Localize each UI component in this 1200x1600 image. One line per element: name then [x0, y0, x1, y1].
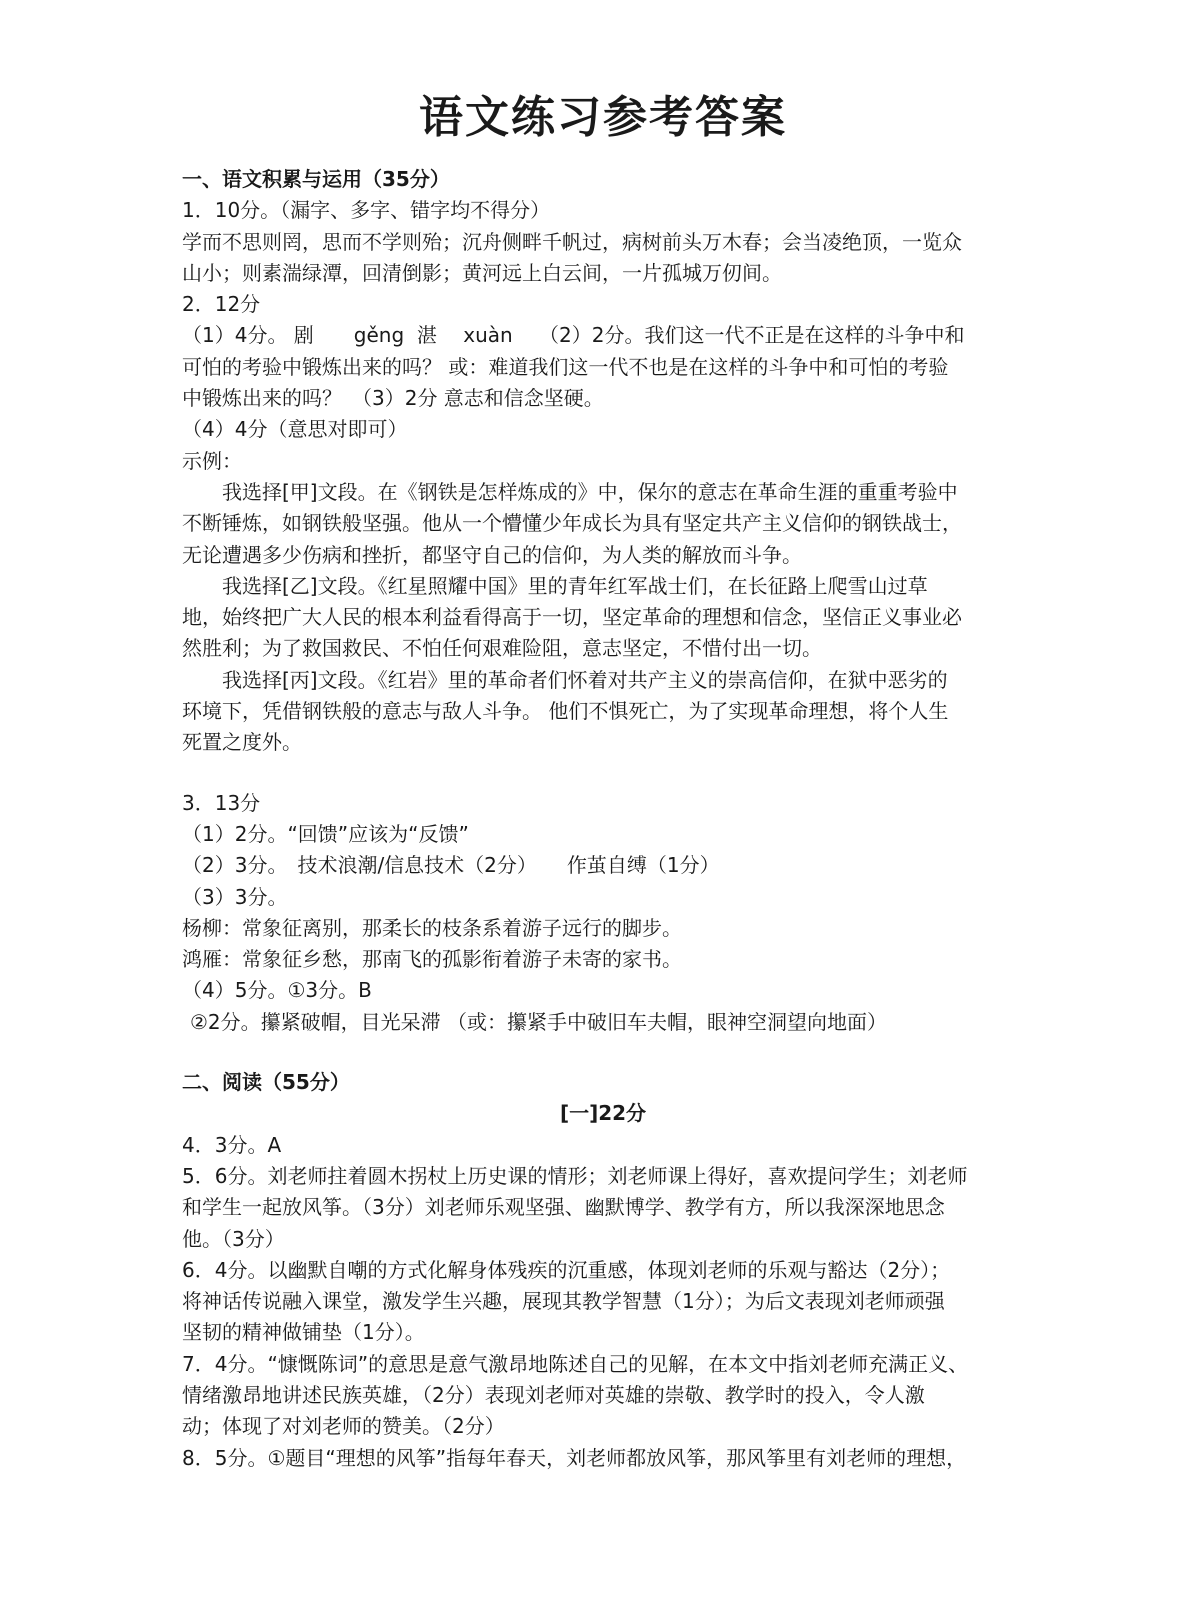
q7-line: 7．4分。“慷慨陈词”的意思是意气激昂地陈述自己的见解，在本文中指刘老师充满正义、	[182, 1351, 969, 1376]
q6-line: 将神话传说融入课堂，激发学生兴趣，展现其教学智慧（1分）；为后文表现刘老师顽强	[182, 1289, 945, 1314]
q5-line: 5．6分。刘老师拄着圆木拐杖上历史课的情形；刘老师课上得好，喜欢提问学生；刘老师	[182, 1163, 968, 1188]
example-paragraph-bing: 我选择[丙]文段。《红岩》里的革命者们怀着对共产主义的崇高信仰，在狱中恶劣的	[222, 667, 948, 692]
q3-line: （3）3分。	[182, 884, 288, 909]
q2-line: （4）4分（意思对即可）	[182, 417, 408, 442]
q6-line: 坚韧的精神做铺垫（1分）。	[182, 1320, 425, 1345]
example-paragraph-yi: 地，始终把广大人民的根本利益看得高于一切，坚定革命的理想和信念，坚信正义事业必	[182, 605, 962, 630]
q2-heading: 2．12分	[182, 292, 261, 317]
q7-line: 动；体现了对刘老师的赞美。（2分）	[182, 1414, 505, 1439]
example-paragraph-bing: 环境下，凭借钢铁般的意志与敌人斗争。 他们不惧死亡，为了实现革命理想，将个人生	[182, 699, 949, 724]
q1-line: 山小；则素湍绿潭，回清倒影；黄河远上白云间，一片孤城万仞间。	[182, 260, 782, 285]
q3-line: （2）3分。 技术浪潮/信息技术（2分） 作茧自缚（1分）	[182, 853, 720, 878]
example-paragraph-yi: 然胜利；为了救国救民、不怕任何艰难险阻，意志坚定，不惜付出一切。	[182, 636, 822, 661]
example-paragraph-yi: 我选择[乙]文段。《红星照耀中国》里的青年红军战士们，在长征路上爬雪山过草	[222, 573, 928, 598]
q3-line: （4）5分。①3分。B	[182, 978, 372, 1003]
example-paragraph-bing: 死置之度外。	[182, 730, 302, 755]
q3-line: 杨柳：常象征离别，那柔长的枝条系着游子远行的脚步。	[182, 915, 682, 940]
q3-heading: 3．13分	[182, 790, 261, 815]
example-paragraph-jia: 无论遭遇多少伤病和挫折，都坚守自己的信仰，为人类的解放而斗争。	[182, 542, 802, 567]
q5-line: 和学生一起放风筝。（3分）刘老师乐观坚强、幽默博学、教学有方，所以我深深地思念	[182, 1195, 945, 1220]
q1-line: 学而不思则罔，思而不学则殆；沉舟侧畔千帆过，病树前头万木春；会当凌绝顶，一览众	[182, 229, 962, 254]
subsection-heading: [一]22分	[559, 1101, 647, 1126]
example-paragraph-jia: 不断锤炼，如钢铁般坚强。他从一个懵懂少年成长为具有坚定共产主义信仰的钢铁战士，	[182, 511, 962, 536]
q4-line: 4．3分。A	[182, 1132, 282, 1157]
section-heading-part1: 一、语文积累与运用（35分）	[182, 167, 450, 191]
spacer	[182, 1038, 1024, 1067]
q2-line: 可怕的考验中锻炼出来的吗？ 或：难道我们这一代不也是在这样的斗争中和可怕的考验	[182, 354, 949, 379]
q1-heading: 1．10分。（漏字、多字、错字均不得分）	[182, 198, 551, 223]
section-heading-part2: 二、阅读（55分）	[182, 1070, 350, 1095]
q7-line: 情绪激昂地讲述民族英雄，（2分）表现刘老师对英雄的崇敬、教学时的投入，令人激	[182, 1382, 925, 1407]
example-paragraph-jia: 我选择[甲]文段。在《钢铁是怎样炼成的》中，保尔的意志在革命生涯的重重考验中	[222, 479, 958, 504]
q2-line: 中锻炼出来的吗？ （3）2分 意志和信念坚硬。	[182, 386, 604, 411]
q8-line: 8．5分。①题目“理想的风筝”指每年春天，刘老师都放风筝，那风筝里有刘老师的理想，	[182, 1445, 967, 1470]
example-label: 示例：	[182, 448, 242, 473]
q3-line: 鸿雁：常象征乡愁，那南飞的孤影衔着游子未寄的家书。	[182, 947, 682, 972]
q3-line: ②2分。攥紧破帽，目光呆滞 （或：攥紧手中破旧车夫帽，眼神空洞望向地面）	[190, 1009, 888, 1034]
page-title: 语文练习参考答案	[419, 92, 787, 143]
q5-line: 他。（3分）	[182, 1226, 285, 1251]
q3-line: （1）2分。“回馈”应该为“反馈”	[182, 821, 469, 846]
q6-line: 6．4分。以幽默自嘲的方式化解身体残疾的沉重感，体现刘老师的乐观与豁达（2分）；	[182, 1257, 951, 1282]
q2-line: （1）4分。 剧 gěng 湛 xuàn （2）2分。我们这一代不正是在这样的斗争中和	[182, 323, 965, 348]
spacer	[182, 759, 1024, 788]
